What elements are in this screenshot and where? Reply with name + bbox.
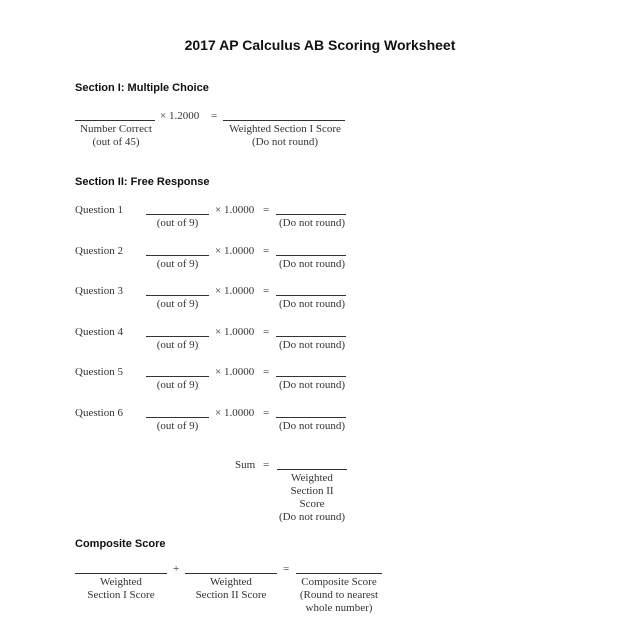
question-3-score-blank[interactable]	[146, 295, 209, 296]
question-4-multiplier: × 1.0000	[215, 326, 255, 338]
section1-equals: =	[211, 110, 218, 122]
question-1-score-blank[interactable]	[146, 214, 209, 215]
question-3-out-of: (out of 9)	[156, 298, 199, 310]
question-2-multiplier: × 1.0000	[215, 245, 255, 257]
question-1-note: (Do not round)	[279, 217, 345, 229]
question-4-score-blank[interactable]	[146, 336, 209, 337]
question-4-out-of: (out of 9)	[156, 339, 199, 351]
composite-caption3-line3: whole number)	[305, 602, 373, 614]
question-5-equals: =	[263, 366, 270, 378]
question-4-equals: =	[263, 326, 270, 338]
question-3-equals: =	[263, 285, 270, 297]
composite-plus: +	[173, 563, 180, 575]
composite-caption2-line1: Weighted	[210, 576, 252, 588]
do-not-round-label: (Do not round)	[252, 136, 318, 148]
composite-caption2-line2: Section II Score	[195, 589, 267, 601]
question-1-weighted-blank[interactable]	[276, 214, 346, 215]
question-5-score-blank[interactable]	[146, 376, 209, 377]
section1-heading: Section I: Multiple Choice	[75, 82, 209, 94]
question-1-equals: =	[263, 204, 270, 216]
question-5-multiplier: × 1.0000	[215, 366, 255, 378]
page-title: 2017 AP Calculus AB Scoring Worksheet	[184, 37, 456, 53]
question-1-out-of: (out of 9)	[156, 217, 199, 229]
question-6-label: Question 6	[75, 407, 123, 419]
composite-score-blank[interactable]	[296, 573, 382, 574]
question-5-label: Question 5	[75, 366, 123, 378]
section2-heading: Section II: Free Response	[75, 176, 210, 188]
sum-caption-line2: Section II	[290, 485, 334, 497]
composite-caption1-line2: Section I Score	[87, 589, 155, 601]
question-4-weighted-blank[interactable]	[276, 336, 346, 337]
sum-caption-line3: Score	[299, 498, 325, 510]
question-6-note: (Do not round)	[279, 420, 345, 432]
sum-blank[interactable]	[277, 469, 347, 470]
question-2-note: (Do not round)	[279, 258, 345, 270]
question-1-label: Question 1	[75, 204, 123, 216]
out-of-45-label: (out of 45)	[92, 136, 140, 148]
question-4-label: Question 4	[75, 326, 123, 338]
question-3-multiplier: × 1.0000	[215, 285, 255, 297]
composite-heading: Composite Score	[75, 538, 166, 550]
question-3-weighted-blank[interactable]	[276, 295, 346, 296]
composite-equals: =	[283, 563, 290, 575]
weighted-section1-blank[interactable]	[223, 120, 345, 121]
composite-caption1-line1: Weighted	[100, 576, 142, 588]
sum-equals: =	[263, 459, 270, 471]
composite-caption3-line1: Composite Score	[301, 576, 377, 588]
composite-weighted1-blank[interactable]	[75, 573, 167, 574]
composite-weighted2-blank[interactable]	[185, 573, 277, 574]
composite-caption3-line2: (Round to nearest	[299, 589, 379, 601]
question-5-weighted-blank[interactable]	[276, 376, 346, 377]
sum-caption-line1: Weighted	[291, 472, 333, 484]
question-2-score-blank[interactable]	[146, 255, 209, 256]
question-6-weighted-blank[interactable]	[276, 417, 346, 418]
question-6-out-of: (out of 9)	[156, 420, 199, 432]
question-2-equals: =	[263, 245, 270, 257]
question-4-note: (Do not round)	[279, 339, 345, 351]
section1-multiplier: × 1.2000	[160, 110, 200, 122]
sum-caption-line4: (Do not round)	[279, 511, 345, 523]
question-6-multiplier: × 1.0000	[215, 407, 255, 419]
question-3-label: Question 3	[75, 285, 123, 297]
question-6-equals: =	[263, 407, 270, 419]
sum-label: Sum	[235, 459, 256, 471]
question-2-label: Question 2	[75, 245, 123, 257]
question-6-score-blank[interactable]	[146, 417, 209, 418]
question-5-note: (Do not round)	[279, 379, 345, 391]
number-correct-label: Number Correct	[80, 123, 152, 135]
question-5-out-of: (out of 9)	[156, 379, 199, 391]
question-1-multiplier: × 1.0000	[215, 204, 255, 216]
question-2-weighted-blank[interactable]	[276, 255, 346, 256]
question-3-note: (Do not round)	[279, 298, 345, 310]
number-correct-blank[interactable]	[75, 120, 155, 121]
question-2-out-of: (out of 9)	[156, 258, 199, 270]
weighted-section1-label: Weighted Section I Score	[229, 123, 341, 135]
